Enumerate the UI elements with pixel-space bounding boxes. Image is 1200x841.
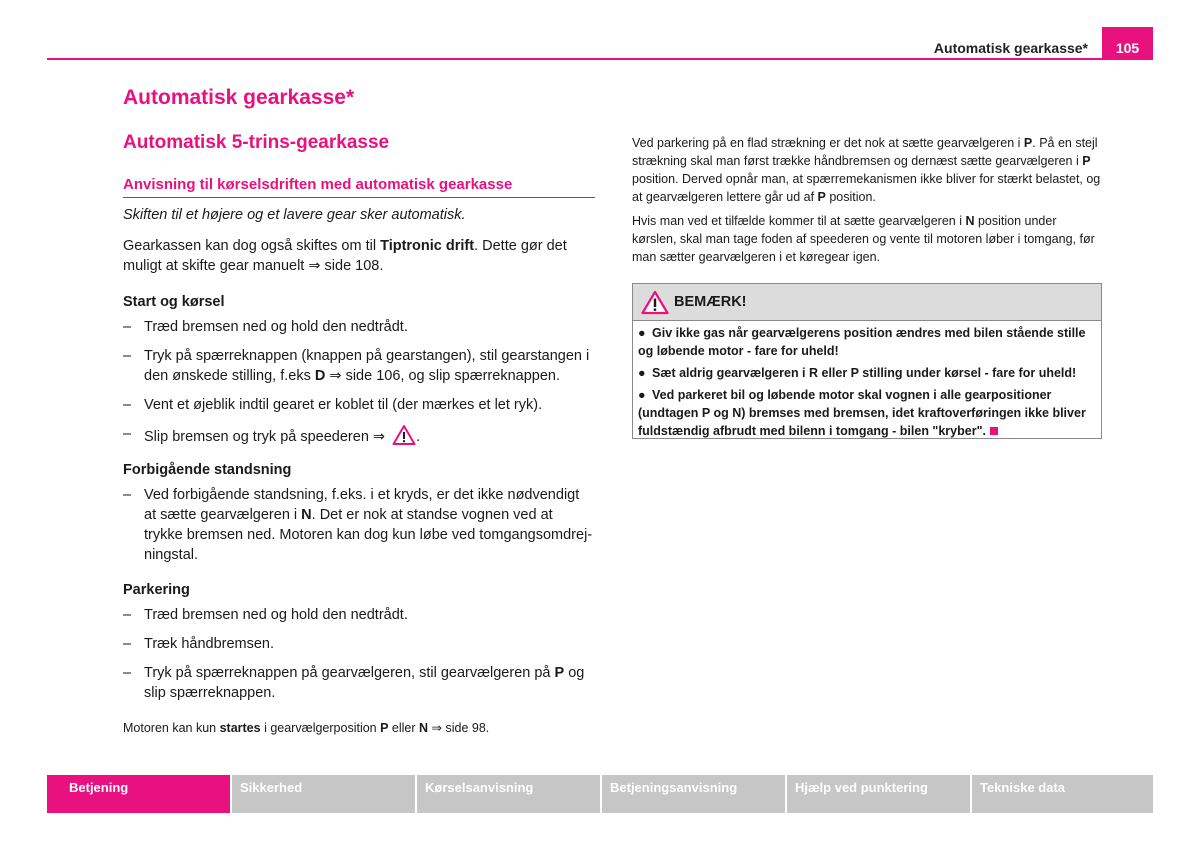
- list-item: – Ved forbigående standsning, f.eks. i et kryds, er det ikke nødvendigt at sætte gearvælgeren i N. Det er nok at standse vognen ved at trykke bremsen ned. Motoren kan dog kun løbe ved tomgangsomdrej-ningstal.: [123, 487, 593, 563]
- list-item: – Træk håndbremsen.: [123, 636, 275, 652]
- list-item: – Træd bremsen ned og hold den nedtrådt.: [123, 607, 408, 623]
- warning-triangle-icon: [641, 290, 669, 320]
- intro-paragraph: Gearkassen kan dog også skiftes om til Tiptronic drift. Dette gør det muligt at skifte gear manuelt ⇒ side 108.: [123, 238, 567, 274]
- warning-triangle-icon[interactable]: [392, 424, 416, 452]
- subsection-title: Anvisning til kørselsdriften med automatisk gearkasse: [123, 176, 513, 193]
- page-number: 105: [1102, 27, 1153, 60]
- note-item: ● Giv ikke gas når gearvælgerens position ændres med bilen stående stille og løbende motor - fare for uheld!: [638, 326, 1086, 358]
- header-rule: [47, 58, 1153, 60]
- bullet-icon: ●: [638, 366, 646, 380]
- nav-tab-koerselsanvisning[interactable]: Kørselsanvisning: [417, 775, 600, 813]
- subsection-rule: [123, 197, 595, 198]
- nav-tab-hjaelp-ved-punktering[interactable]: Hjælp ved punktering: [787, 775, 970, 813]
- section-title: Automatisk 5-trins-gearkasse: [123, 132, 390, 153]
- list-item: – Tryk på spærreknappen (knappen på gearstangen), stil gearstangen i den ønskede stilling, f.eks D ⇒ side 106, og slip spærreknappen.: [123, 348, 590, 384]
- warning-note-box: [632, 283, 1102, 439]
- chapter-title: Automatisk gearkasse*: [123, 86, 355, 109]
- passing-list: [123, 485, 595, 574]
- start-list: [123, 317, 595, 461]
- nav-tab-sikkerhed[interactable]: Sikkerhed: [232, 775, 415, 813]
- parking-heading: Parkering: [123, 582, 190, 598]
- note-item: ● Sæt aldrig gearvælgeren i R eller P stilling under kørsel - fare for uheld!: [638, 366, 1077, 380]
- note-title: BEMÆRK!: [674, 294, 747, 310]
- end-square-icon: [990, 427, 998, 435]
- parking-slope-paragraph: Ved parkering på en flad strækning er det nok at sætte gearvælgeren i P. På en stejl strækning skal man først trække håndbremsen og dernæst sætte gearvælgeren i P position. Derved opnår man, at spærremekanismen ikke bliver for stærkt belastet, og at gearvælgeren lettere går ud af P position.: [632, 136, 1101, 204]
- nav-tab-betjeningsanvisning[interactable]: Betjeningsanvisning: [602, 775, 785, 813]
- list-item: – Vent et øjeblik indtil gearet er koblet til (der mærkes et let ryk).: [123, 397, 543, 413]
- bullet-icon: ●: [638, 326, 646, 340]
- nav-tab-betjening[interactable]: Betjening: [47, 775, 230, 813]
- nav-tab-tekniske-data[interactable]: Tekniske data: [972, 775, 1153, 813]
- note-header: [633, 284, 1101, 321]
- start-heading: Start og kørsel: [123, 294, 225, 310]
- neutral-paragraph: Hvis man ved et tilfælde kommer til at sætte gearvælgeren i N position under kørslen, skal man tage foden af speederen og vente til motoren løber i tomgang, før man sætter gearvælgeren i et køregear igen.: [632, 214, 1095, 264]
- bullet-icon: ●: [638, 388, 646, 402]
- intro-italic: Skiften til et højere og et lavere gear sker automatisk.: [123, 207, 466, 223]
- list-item: – Slip bremsen og tryk på speederen ⇒ .: [123, 424, 595, 452]
- note-body: [638, 324, 1100, 444]
- list-item: – Træd bremsen ned og hold den nedtrådt.: [123, 319, 408, 335]
- footnote: Motoren kan kun startes i gearvælgerposition P eller N ⇒ side 98.: [123, 721, 490, 735]
- parking-list: [123, 605, 595, 712]
- list-item: – Tryk på spærreknappen på gearvælgeren, stil gearvælgeren på P og slip spærreknappen.: [123, 665, 585, 701]
- running-header-title: Automatisk gearkasse*: [933, 40, 1088, 56]
- passing-heading: Forbigående standsning: [123, 462, 292, 478]
- note-item: ● Ved parkeret bil og løbende motor skal vognen i alle gearpositioner (undtagen P og N) bremses med bremsen, idet kraftoverføringen ikke bliver fuldstændig afbrudt med bilenn i tomgang - bilen "kryber".: [638, 388, 1086, 438]
